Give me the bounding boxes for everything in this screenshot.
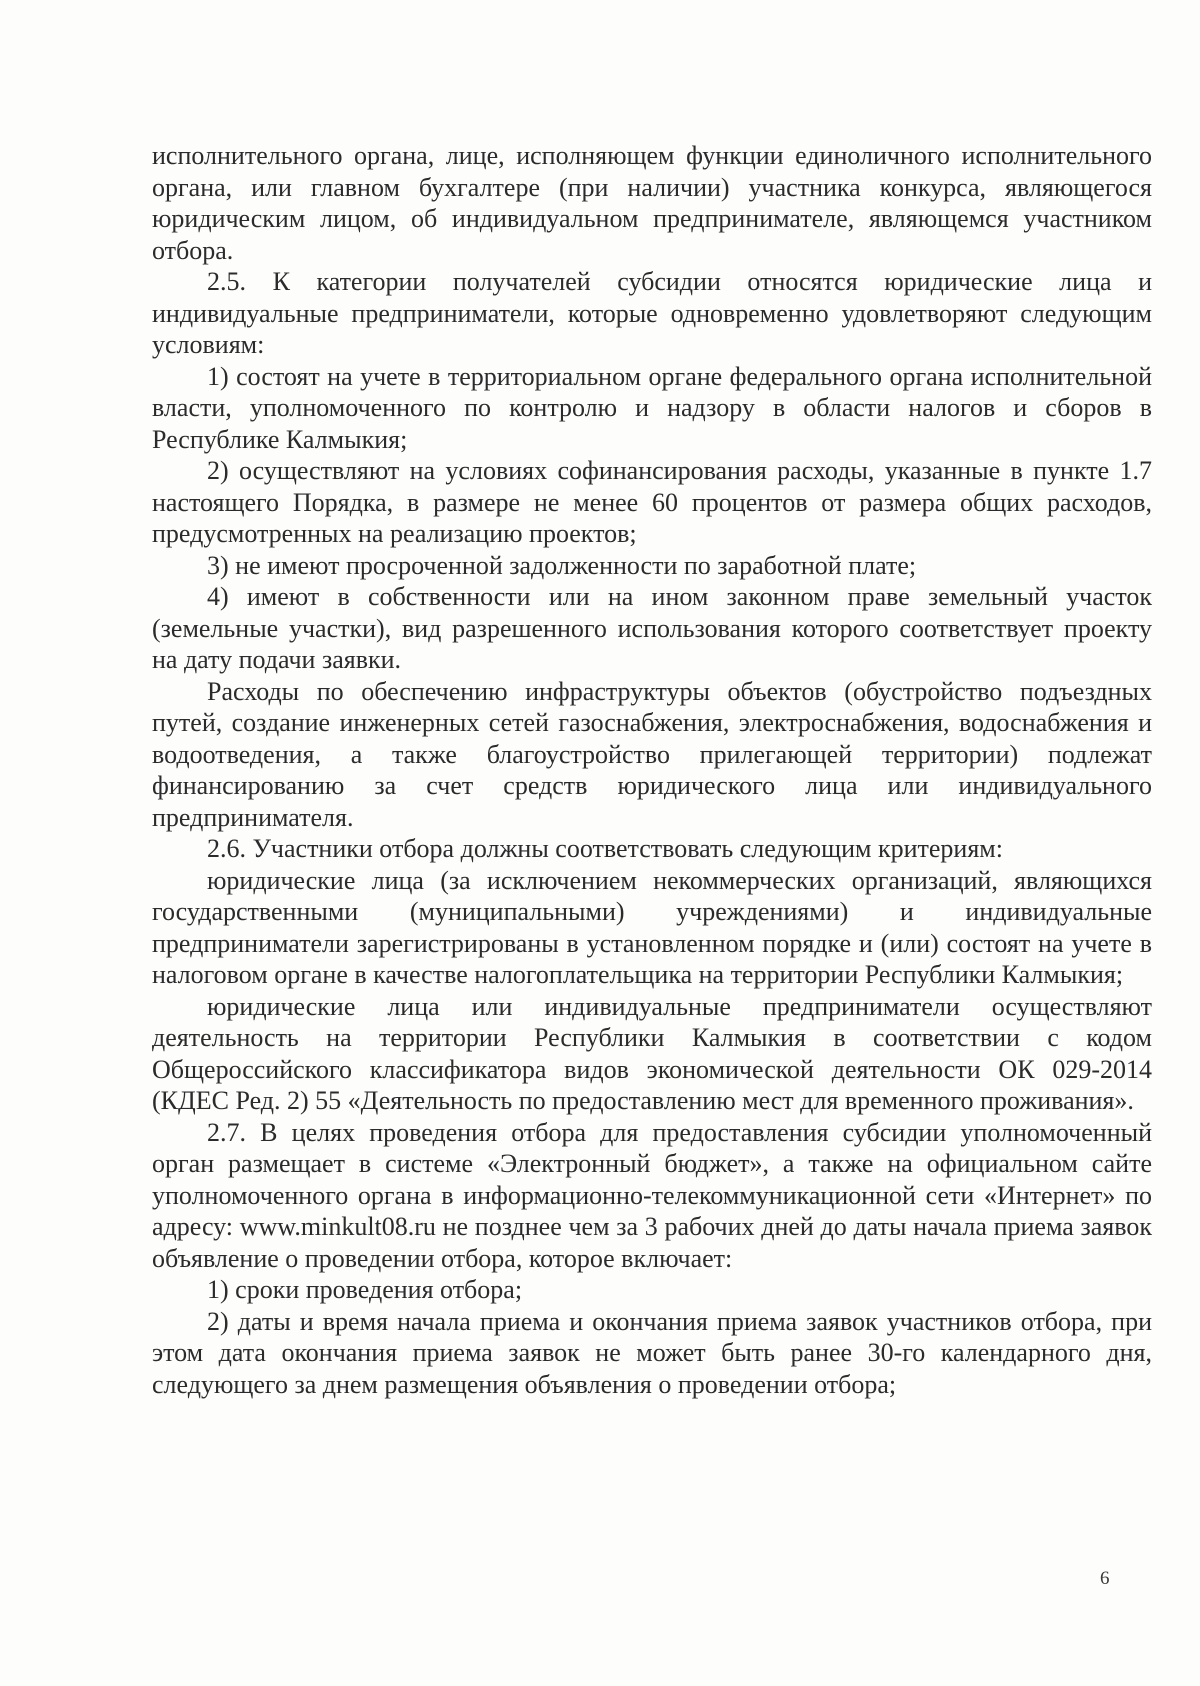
paragraph-criterion-registration: юридические лица (за исключением некоммерческих организаций, являющихся государственными (муниципальными) учреждениями) и индивидуальные предприниматели зарегистрированы в установленном порядке и (или) состоят на учете в налоговом органе в качестве налогоплательщика на территории Республики Калмыкия; — [152, 865, 1152, 989]
paragraph-continuation: исполнительного органа, лице, исполняющем функции единоличного исполнительного органа, или главном бухгалтере (при наличии) участника конкурса, являющегося юридическим лицом, об индивидуальном предпринимателе, являющемся участником отбора. — [152, 141, 1152, 265]
paragraph-condition-2: 2) осуществляют на условиях софинансирования расходы, указанные в пункте 1.7 настоящего Порядка, в размере не менее 60 процентов от размера общих расходов, предусмотренных на реализацию проектов; — [152, 456, 1152, 548]
paragraph-condition-1: 1) состоят на учете в территориальном органе федерального органа исполнительной власти, уполномоченного по контролю и надзору в области налогов и сборов в Республике Калмыкия; — [152, 361, 1152, 454]
paragraph-clause-2-7: 2.7. В целях проведения отбора для предоставления субсидии уполномоченный орган размещает в системе «Электронный бюджет», а также на официальном сайте уполномоченного органа в информационно-телекоммуникационной сети «Интернет» по адресу: www.minkult08.ru не позднее чем за 3 рабочих дней до даты начала приема заявок объявление о проведении отбора, которое включает: — [152, 1117, 1152, 1273]
paragraph-criterion-activity: юридические лица или индивидуальные предприниматели осуществляют деятельность на территории Республики Калмыкия в соответствии с кодом Общероссийского классификатора видов экономической деятельности ОК 029-2014 (КДЕС Ред. 2) 55 «Деятельность по предоставлению мест для временного проживания». — [152, 991, 1152, 1115]
paragraph-clause-2-5: 2.5. К категории получателей субсидии относятся юридические лица и индивидуальные предприниматели, которые одновременно удовлетворяют следующим условиям: — [152, 267, 1152, 359]
page-number: 6 — [1100, 1568, 1110, 1589]
document-body — [152, 140, 1152, 1400]
paragraph-condition-3: 3) не имеют просроченной задолженности по заработной плате; — [207, 550, 917, 580]
paragraph-announcement-item-1: 1) сроки проведения отбора; — [207, 1275, 523, 1304]
paragraph-announcement-item-2: 2) даты и время начала приема и окончания приема заявок участников отбора, при этом дата окончания приема заявок не может быть ранее 30-го календарного дня, следующего за днем размещения объявления о проведении отбора; — [152, 1306, 1152, 1399]
paragraph-clause-2-6: 2.6. Участники отбора должны соответствовать следующим критериям: — [207, 834, 1003, 863]
paragraph-infrastructure-expenses: Расходы по обеспечению инфраструктуры объектов (обустройство подъездных путей, создание инженерных сетей газоснабжения, электроснабжения, водоснабжения и водоотведения, а также благоустройство прилегающей территории) подлежат финансированию за счет средств юридического лица или индивидуального предпринимателя. — [152, 676, 1152, 832]
paragraph-condition-4: 4) имеют в собственности или на ином законном праве земельный участок (земельные участки), вид разрешенного использования которого соответствует проекту на дату подачи заявки. — [152, 582, 1152, 674]
